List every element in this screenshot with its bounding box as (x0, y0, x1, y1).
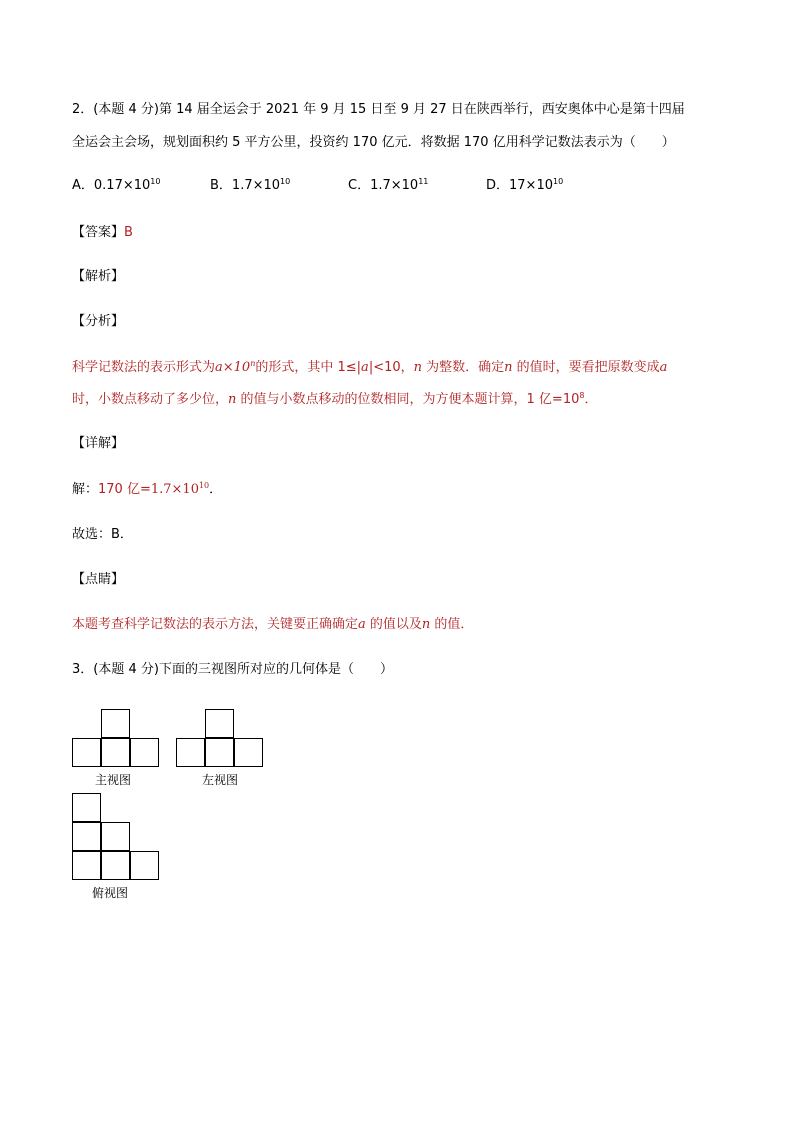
q2-options (72, 176, 672, 196)
analysis-label: 【解析】 (72, 269, 125, 284)
option-c: C．$1.7\times 10^{11}$ (348, 177, 429, 193)
top-view-cell (72, 851, 101, 880)
option-d: D．$17\times 10^{10}$ (486, 177, 564, 193)
choose-line: 故选：B． (72, 527, 133, 542)
answer-label: 【答案】 (72, 225, 125, 240)
dianjing-label: 【点睛】 (72, 572, 125, 587)
left-view-cell (205, 709, 234, 738)
top-view-cell (101, 822, 130, 851)
xiangjie-label: 【详解】 (72, 436, 125, 451)
answer-value: B (124, 225, 133, 240)
top-view-caption: 俯视图 (92, 886, 129, 900)
q2-stem-line1: 2．(本题 4 分)第 14 届全运会于 2021 年 9 月 15 日至 9 月 27 日在陕西举行，西安奥体中心是第十四届 (72, 102, 685, 117)
front-view-cell (72, 738, 101, 767)
q2-stem-line2: 全运会主会场，规划面积约 5 平方公里，投资约 170 亿元．将数据 170 亿用科学记数法表示为（ ） (72, 135, 675, 150)
front-view-caption: 主视图 (95, 773, 132, 787)
fenxi-label: 【分析】 (72, 314, 125, 329)
front-view-cell (130, 738, 159, 767)
left-view-figure (176, 709, 266, 769)
top-view-cell (101, 851, 130, 880)
solution-line: 解：170 亿$=1.7\times 10^{10}$． (72, 481, 223, 497)
front-view-cell (101, 738, 130, 767)
top-view-figure (72, 793, 162, 883)
left-view-caption: 左视图 (202, 773, 239, 787)
option-a: A．$0.17\times 10^{10}$ (72, 177, 161, 193)
fenxi-line1: 科学记数法的表示形式为$a\times 10^n$的形式，其中 1≤|a|<10，n 为整数．确定n 的值时，要看把原数变成a (72, 359, 668, 375)
front-view-cell (101, 709, 130, 738)
q3-stem: 3．(本题 4 分)下面的三视图所对应的几何体是（ ） (72, 662, 393, 677)
top-view-cell (72, 822, 101, 851)
top-view-cell (72, 793, 101, 822)
answer-line (72, 223, 133, 243)
left-view-cell (205, 738, 234, 767)
fenxi-line2: 时，小数点移动了多少位，n 的值与小数点移动的位数相同，为方便本题计算，1 亿$=10^8$． (72, 391, 598, 407)
top-view-cell (130, 851, 159, 880)
option-b: B．$1.7\times 10^{10}$ (210, 177, 291, 193)
front-view-figure (72, 709, 162, 769)
dianjing-text: 本题考查科学记数法的表示方法，关键要正确确定a 的值以及n 的值． (72, 617, 474, 632)
left-view-cell (176, 738, 205, 767)
left-view-cell (234, 738, 263, 767)
